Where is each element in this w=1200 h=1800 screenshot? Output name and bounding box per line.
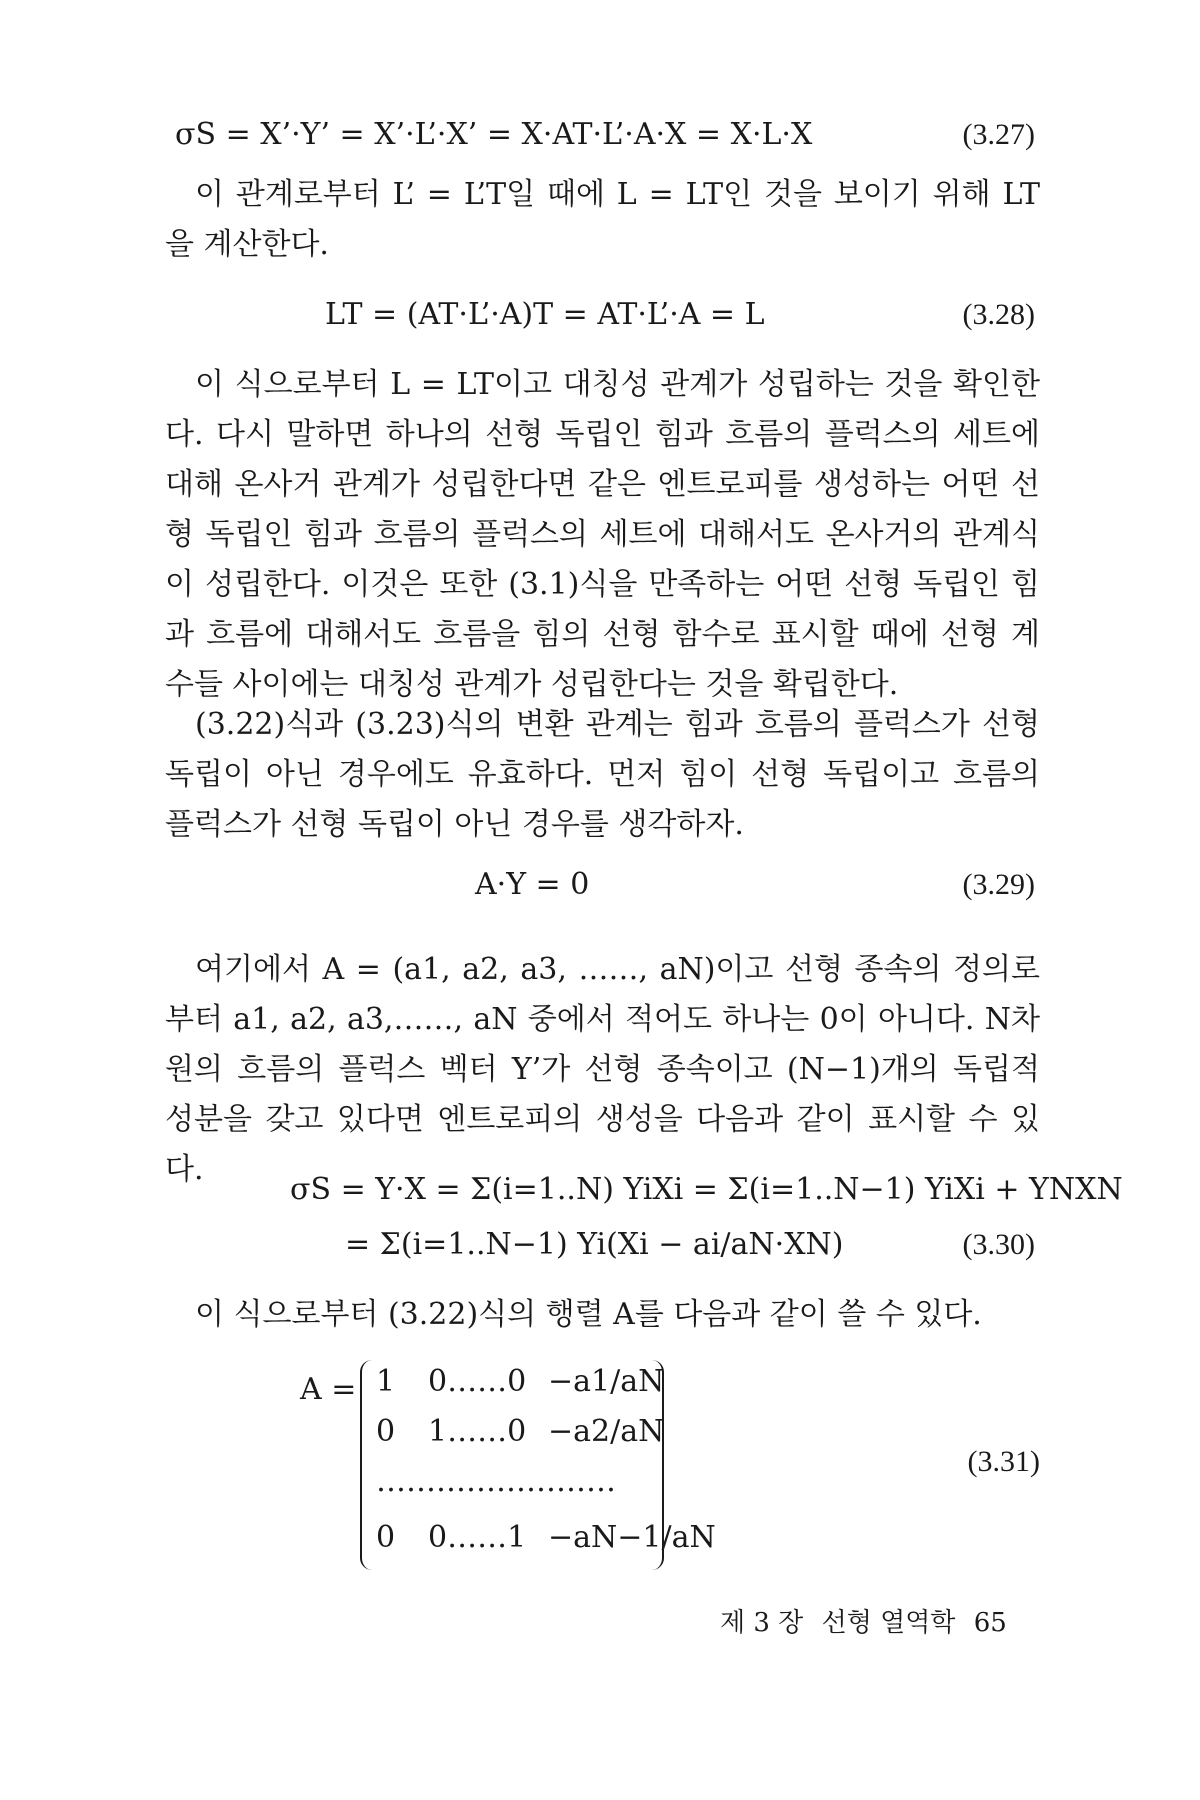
matrix-row bbox=[376, 1412, 664, 1452]
equation-3-31 bbox=[290, 1360, 1040, 1575]
matrix-cell: 0 bbox=[376, 1414, 396, 1449]
equation-expression: LT = (AT·L’·A)T = AT·L’·A = L bbox=[325, 297, 765, 332]
equation-number: (3.27) bbox=[962, 118, 1035, 151]
paragraph-4 bbox=[165, 945, 1040, 1195]
chapter-label: 제 3 장 bbox=[720, 1608, 804, 1638]
matrix-cell: −aN−1/aN bbox=[548, 1520, 716, 1555]
matrix-row bbox=[376, 1518, 716, 1558]
equation-expression: σS = X’·Y’ = X’·L’·X’ = X·AT·L’·A·X = X·L·X bbox=[175, 117, 813, 152]
paragraph-text: 이 식으로부터 L = LT이고 대칭성 관계가 성립하는 것을 확인한다. 다시 말하면 하나의 선형 독립인 힘과 흐름의 플럭스의 세트에 대해 온사거 관계가 성립한다면 같은 엔트로피를 생성하는 어떤 선형 독립인 힘과 흐름의 플럭스의 세트에 대해서도 온사거의 관계식이 성립한다. 이것은 또한 (3.1)식을 만족하는 어떤 선형 독립인 힘과 흐름에 대해서도 흐름을 힘의 선형 함수로 표시할 때에 선형 계수들 사이에는 대칭성 관계가 성립한다는 것을 확립한다. bbox=[165, 367, 1040, 702]
matrix-label: A = bbox=[300, 1372, 357, 1407]
matrix-ellipsis: …………………… bbox=[376, 1464, 616, 1499]
page-number: 65 bbox=[973, 1608, 1007, 1638]
paragraph-text: 이 관계로부터 L’ = L’T일 때에 L = LT인 것을 보이기 위해 LT을 계산한다. bbox=[165, 177, 1040, 262]
matrix-cell: −a1/aN bbox=[548, 1364, 665, 1399]
matrix-row bbox=[376, 1362, 664, 1402]
matrix-cell: 0……0 bbox=[428, 1364, 527, 1399]
paragraph-text: 여기에서 A = (a1, a2, a3, ……, aN)이고 선형 종속의 정의로부터 a1, a2, a3,……, aN 중에서 적어도 하나는 0이 아니다. N차원의 흐름의 플럭스 벡터 Y’가 선형 종속이고 (N−1)개의 독립적 성분을 갖고 있다면 엔트로피의 생성을 다음과 같이 표시할 수 있다. bbox=[165, 952, 1040, 1187]
equation-3-30-line-2 bbox=[175, 1220, 1035, 1270]
paragraph-text: (3.22)식과 (3.23)식의 변환 관계는 힘과 흐름의 플럭스가 선형독립이 아닌 경우에도 유효하다. 먼저 힘이 선형 독립이고 흐름의 플럭스가 선형 독립이 아닌 경우를 생각하자. bbox=[165, 707, 1040, 842]
equation-expression: σS = Y·X = Σ(i=1..N) YiXi = Σ(i=1..N−1) YiXi + YNXN bbox=[290, 1172, 1123, 1207]
equation-3-28 bbox=[175, 290, 1035, 340]
matrix-cell: −a2/aN bbox=[548, 1414, 665, 1449]
equation-number: (3.31) bbox=[967, 1445, 1040, 1478]
paragraph-3 bbox=[165, 700, 1040, 850]
equation-3-29 bbox=[175, 860, 1035, 910]
matrix-cell: 1……0 bbox=[428, 1414, 527, 1449]
matrix-bracket bbox=[360, 1360, 716, 1570]
paragraph-5 bbox=[165, 1290, 1040, 1340]
page-footer bbox=[720, 1602, 1017, 1639]
equation-3-27 bbox=[175, 110, 1035, 160]
equation-number: (3.29) bbox=[962, 868, 1035, 901]
equation-expression: = Σ(i=1..N−1) Yi(Xi − ai/aN·XN) bbox=[345, 1227, 844, 1262]
matrix-row-dots bbox=[376, 1462, 616, 1502]
equation-number: (3.28) bbox=[962, 298, 1035, 331]
chapter-title: 선형 열역학 bbox=[821, 1608, 956, 1638]
paragraph-1 bbox=[165, 170, 1040, 270]
paragraph-text: 이 식으로부터 (3.22)식의 행렬 A를 다음과 같이 쓸 수 있다. bbox=[195, 1297, 982, 1332]
matrix-cell: 0 bbox=[376, 1520, 396, 1555]
paragraph-2 bbox=[165, 360, 1040, 710]
matrix-cell: 0……1 bbox=[428, 1520, 527, 1555]
equation-expression: A·Y = 0 bbox=[475, 867, 590, 902]
equation-3-30-line-1 bbox=[175, 1165, 1123, 1215]
equation-number: (3.30) bbox=[962, 1228, 1035, 1261]
matrix-cell: 1 bbox=[376, 1364, 396, 1399]
